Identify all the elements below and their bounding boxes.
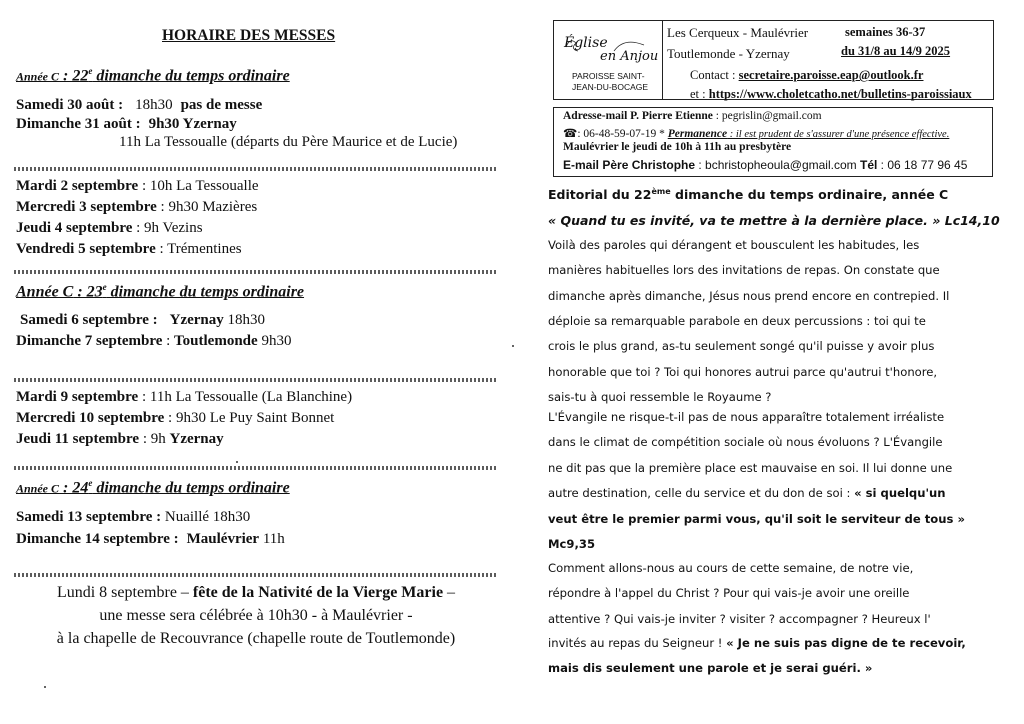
editorial-line: manières habituelles lors des invitations de repas. On constate que bbox=[548, 263, 940, 278]
logo-script-eglise: Église bbox=[564, 35, 608, 51]
editorial-line: attentive ? Qui vais-je inviter ? visiter ? accompagner ? Heureux l' bbox=[548, 611, 931, 626]
feast-line: à la chapelle de Recouvrance (chapelle route de Toutlemonde) bbox=[56, 630, 456, 647]
website-link[interactable]: https://www.choletcatho.net/bulletins-paroissiaux bbox=[708, 87, 972, 101]
parish-logo bbox=[553, 20, 663, 100]
mass-line: Dimanche 31 août : 9h30 Yzernay bbox=[16, 116, 237, 132]
editorial-title: Editorial du 22ème dimanche du temps ordinaire, année C bbox=[548, 187, 949, 203]
section-heading-week22: Année C : 22e dimanche du temps ordinaire bbox=[16, 66, 290, 85]
logo-script-anjou: en Anjou bbox=[600, 49, 659, 64]
website-line: et : https://www.choletcatho.net/bulletins-paroissiaux bbox=[690, 87, 972, 101]
editorial-line: invités au repas du Seigneur ! « Je ne suis pas digne de te recevoir, bbox=[548, 636, 966, 650]
mass-line: Mercredi 10 septembre : 9h30 Le Puy Saint Bonnet bbox=[16, 410, 335, 426]
mass-line: Samedi 30 août : 18h30 pas de messe bbox=[16, 97, 263, 113]
editorial-line: déploie sa remarquable parabole en deux percussions : toi qui te bbox=[548, 313, 926, 328]
mass-line: Jeudi 4 septembre : 9h Vezins bbox=[16, 220, 203, 236]
parishes-line1: Les Cerqueux - Maulévrier bbox=[667, 25, 809, 40]
editorial-line: Comment allons-nous au cours de cette semaine, de notre vie, bbox=[548, 561, 914, 575]
editorial-line: crois le plus grand, as-tu seulement songé qu'il puisse y avoir plus bbox=[548, 339, 935, 354]
weeks-label: semaines 36-37 bbox=[845, 25, 926, 39]
mass-line: 11h La Tessoualle (départs du Père Maurice et de Lucie) bbox=[119, 134, 458, 150]
priest-email-line: Adresse-mail P. Pierre Etienne : pegrislin@gmail.com bbox=[563, 110, 822, 122]
date-range: du 31/8 au 14/9 2025 bbox=[841, 44, 951, 58]
speck bbox=[236, 461, 238, 463]
mass-line: Mardi 9 septembre : 11h La Tessoualle (La Blanchine) bbox=[16, 389, 353, 405]
phone-line: ☎: 06-48-59-07-19 * Permanence : il est prudent de s'assurer d'une présence effective. bbox=[563, 128, 950, 140]
page-title: HORAIRE DES MESSES bbox=[162, 27, 336, 44]
editorial-quote: « Quand tu es invité, va te mettre à la dernière place. » Lc14,10 bbox=[548, 213, 1000, 228]
feast-line: Lundi 8 septembre – fête de la Nativité de la Vierge Marie – bbox=[56, 584, 456, 601]
editorial-line: ne dit pas que la première place est mauvaise en soi. Il lui donne une bbox=[548, 460, 953, 475]
contact-email-link[interactable]: secretaire.paroisse.eap@outlook.fr bbox=[738, 68, 924, 82]
christophe-line: E-mail Père Christophe : bchristopheoula@gmail.com Tél : 06 18 77 96 45 bbox=[563, 158, 968, 172]
mass-line: Dimanche 7 septembre : Toutlemonde 9h30 bbox=[16, 333, 292, 349]
editorial-line: Mc9,35 bbox=[548, 537, 596, 551]
logo-line1: PAROISSE SAINT- bbox=[572, 71, 645, 81]
mass-line: Jeudi 11 septembre : 9h Yzernay bbox=[16, 431, 224, 447]
permanence-line: Maulévrier le jeudi de 10h à 11h au presbytère bbox=[563, 141, 792, 153]
editorial-line: dimanche après dimanche, Jésus nous prend encore en contrepied. Il bbox=[548, 288, 950, 303]
mass-line: Samedi 13 septembre : Nuaillé 18h30 bbox=[16, 509, 251, 525]
speck bbox=[512, 345, 514, 347]
editorial-line: mais dis seulement une parole et je serai guéri. » bbox=[548, 661, 873, 675]
editorial-line: dans le climat de compétition sociale où nous évoluons ? L'Évangile bbox=[548, 435, 943, 450]
mass-line: Vendredi 5 septembre : Trémentines bbox=[16, 241, 242, 257]
phone-icon: ☎ bbox=[563, 128, 578, 140]
editorial-line: sais-tu à quoi ressemble le Royaume ? bbox=[548, 389, 772, 404]
editorial-line: Voilà des paroles qui dérangent et bousculent les habitudes, les bbox=[548, 238, 920, 252]
mass-line: Samedi 6 septembre : Yzernay 18h30 bbox=[20, 312, 266, 328]
section-heading-week24: Année C : 24e dimanche du temps ordinaire bbox=[16, 478, 290, 497]
mass-line: Mardi 2 septembre : 10h La Tessoualle bbox=[16, 178, 259, 194]
divider bbox=[14, 270, 498, 274]
editorial-line: L'Évangile ne risque-t-il pas de nous apparaître totalement irréaliste bbox=[548, 410, 945, 424]
logo-line2: JEAN-DU-BOCAGE bbox=[572, 82, 649, 92]
feast-line: une messe sera célébrée à 10h30 - à Maulévrier - bbox=[99, 607, 413, 624]
divider bbox=[14, 378, 498, 382]
speck bbox=[44, 686, 46, 688]
divider bbox=[14, 573, 498, 577]
contact-line: Contact : secretaire.paroisse.eap@outlook.fr bbox=[690, 68, 924, 82]
section-heading-week23: Année C : 23e dimanche du temps ordinaire bbox=[16, 282, 305, 301]
editorial-line: honorable que toi ? Toi qui honores autrui parce qu'autrui t'honore, bbox=[548, 364, 938, 379]
editorial-line: répondre à l'appel du Christ ? Pour qui vais-je avoir une oreille bbox=[548, 586, 910, 601]
mass-line: Mercredi 3 septembre : 9h30 Mazières bbox=[16, 199, 258, 215]
editorial-line: autre destination, celle du service et du don de soi : « si quelqu'un bbox=[548, 486, 946, 500]
parishes-line2: Toutlemonde - Yzernay bbox=[667, 46, 790, 61]
divider bbox=[14, 466, 498, 470]
mass-line: Dimanche 14 septembre : Maulévrier 11h bbox=[16, 531, 285, 547]
editorial-line: veut être le premier parmi vous, qu'il soit le serviteur de tous » bbox=[548, 512, 965, 526]
divider bbox=[14, 167, 498, 171]
